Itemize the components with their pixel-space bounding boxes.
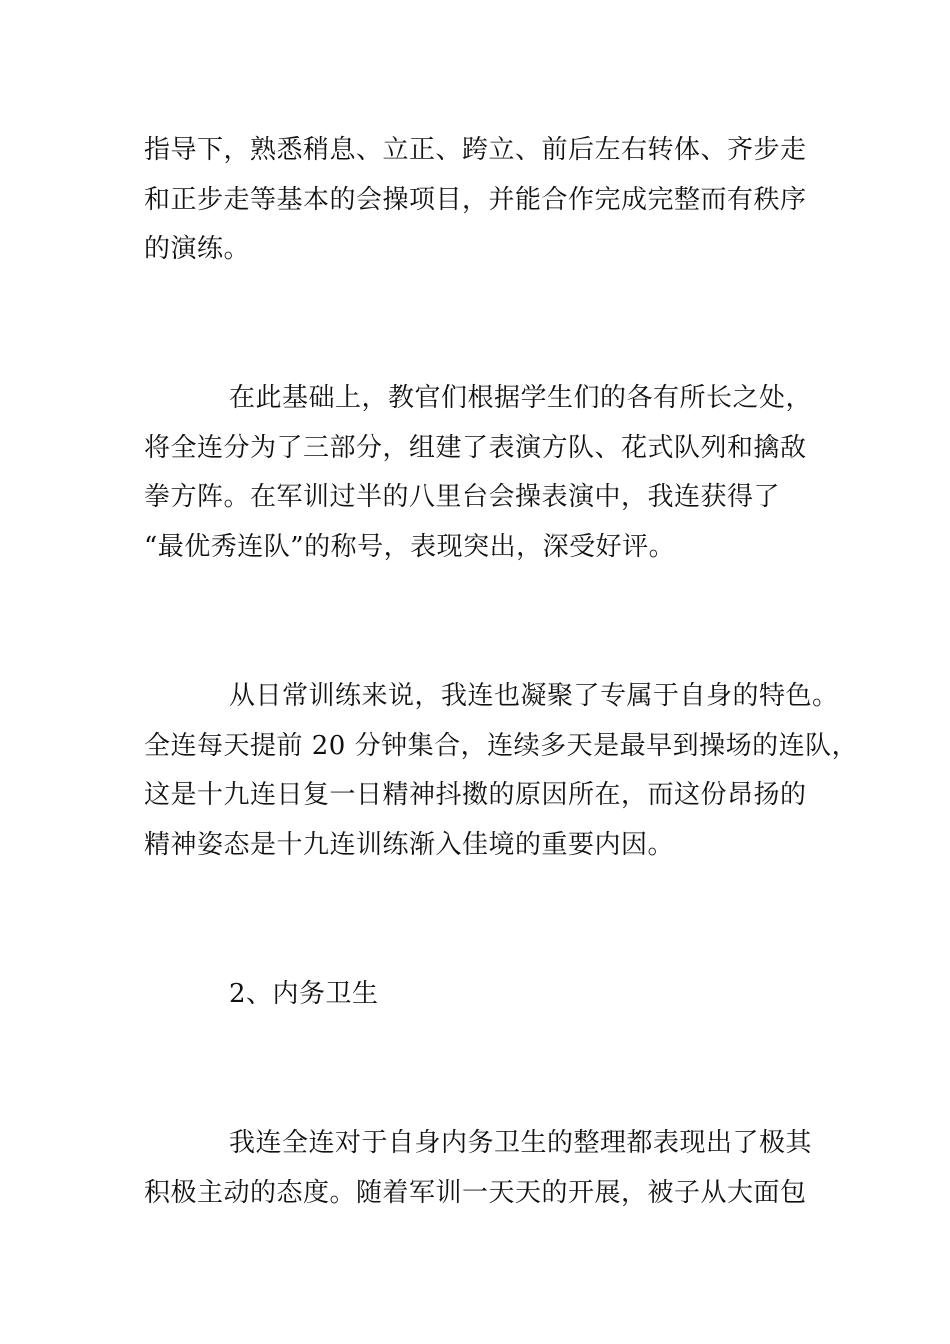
paragraph-3-line-3: 这是十九连日复一日精神抖擞的原因所在，而这份昂扬的: [144, 780, 807, 810]
paragraph-1-line-3: 的演练。: [144, 234, 251, 264]
paragraph-2-line-1: 在此基础上，教官们根据学生们的各有所长之处，: [229, 383, 813, 413]
paragraph-2-line-3: 拳方阵。在军训过半的八里台会操表演中，我连获得了: [144, 482, 781, 512]
paragraph-3-line-4: 精神姿态是十九连训练渐入佳境的重要内因。: [144, 830, 675, 860]
paragraph-1-line-1: 指导下，熟悉稍息、立正、跨立、前后左右转体、齐步走: [144, 135, 807, 165]
section-heading: 2、内务卫生: [229, 979, 379, 1009]
paragraph-5-line-1: 我连全连对于自身内务卫生的整理都表现出了极其: [229, 1128, 813, 1158]
paragraph-3-line-1: 从日常训练来说，我连也凝聚了专属于自身的特色。: [229, 681, 839, 711]
paragraph-2-line-2: 将全连分为了三部分，组建了表演方队、花式队列和擒敌: [144, 433, 807, 463]
paragraph-5-line-2: 积极主动的态度。随着军训一天天的开展，被子从大面包: [144, 1178, 807, 1208]
paragraph-1-line-2: 和正步走等基本的会操项目，并能合作完成完整而有秩序: [144, 185, 807, 215]
paragraph-2-line-4: “最优秀连队”的称号，表现突出，深受好评。: [144, 532, 676, 562]
paragraph-3-line-2: 全连每天提前 20 分钟集合，连续多天是最早到操场的连队，: [144, 731, 859, 761]
